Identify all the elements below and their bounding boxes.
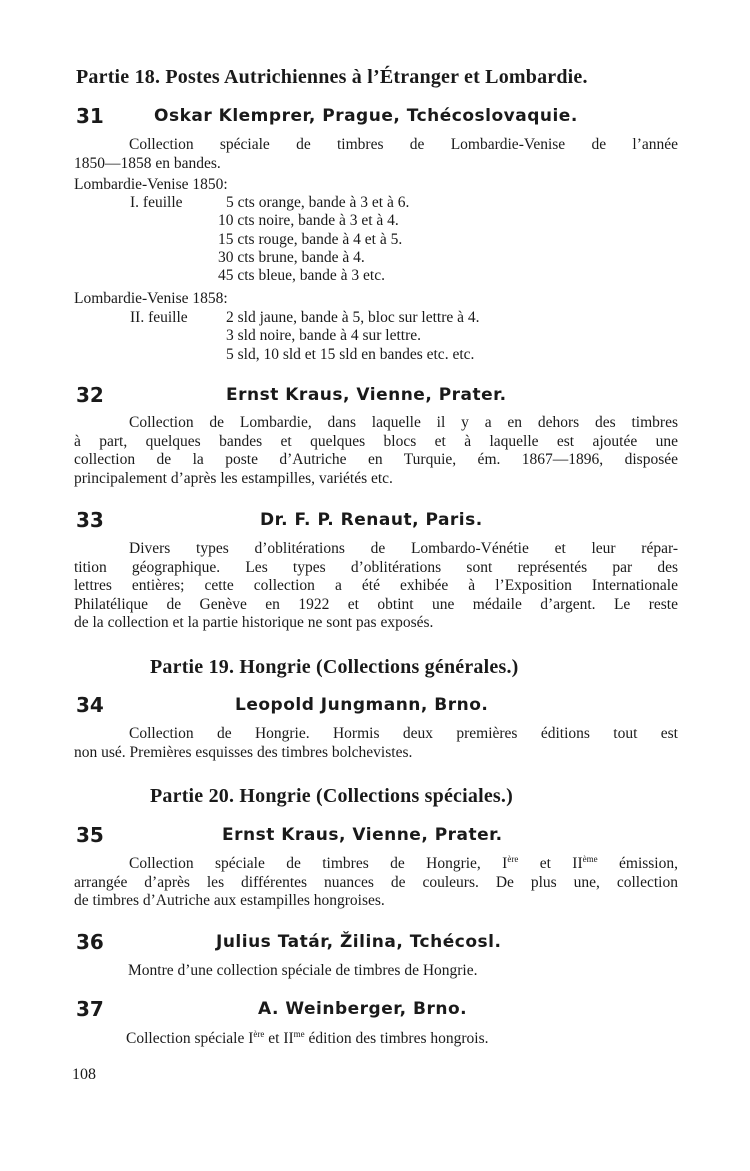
entry-number-35: 35 bbox=[76, 823, 104, 847]
text-line: Philatélique de Genève en 1922 et obtint une médaile d’argent. Le reste bbox=[74, 595, 678, 613]
page-number: 108 bbox=[72, 1066, 96, 1083]
text-line: collection de la poste d’Autriche en Turquie, ém. 1867—1896, disposée bbox=[74, 451, 678, 468]
section-heading-partie-18: Partie 18. Postes Autrichiennes à l’Étranger et Lombardie. bbox=[76, 66, 588, 88]
list-item: 5 sld, 10 sld et 15 sld en bandes etc. etc. bbox=[226, 345, 475, 363]
text-line: non usé. Premières esquisses des timbres bolchevistes. bbox=[74, 743, 413, 761]
list-item: 10 cts noire, bande à 3 et à 4. bbox=[218, 212, 399, 230]
exhibitor-33: Dr. F. P. Renaut, Paris. bbox=[260, 510, 483, 530]
text-run: Collection spéciale de timbres de Hongrie, I bbox=[129, 855, 508, 872]
entry-32-description bbox=[74, 414, 678, 488]
superscript: ème bbox=[582, 853, 598, 864]
entry-36-description: Montre d’une collection spéciale de timbres de Hongrie. bbox=[128, 962, 478, 979]
text-line: tition géographique. Les types d’oblitérations sont représentés par des bbox=[74, 558, 678, 576]
entry-35-description bbox=[74, 855, 678, 911]
list-item: 3 sld noire, bande à 4 sur lettre. bbox=[226, 327, 421, 345]
text-run: émission, bbox=[597, 855, 678, 872]
exhibitor-37: A. Weinberger, Brno. bbox=[258, 999, 468, 1019]
text-line: à part, quelques bandes et quelques blocs et à laquelle est ajoutée une bbox=[74, 432, 678, 450]
entry-number-36: 36 bbox=[76, 930, 104, 954]
text-line: principalement d’après les estampilles, variétés etc. bbox=[74, 469, 393, 487]
entry-33-description bbox=[74, 540, 678, 633]
exhibitor-36: Julius Tatár, Žilina, Tchécosl. bbox=[216, 932, 502, 952]
entry-number-33: 33 bbox=[76, 508, 104, 532]
text-run: Collection spéciale I bbox=[126, 1030, 254, 1047]
entry-number-32: 32 bbox=[76, 383, 104, 407]
exhibitor-34: Leopold Jungmann, Brno. bbox=[235, 695, 489, 715]
text-line: 1850—1858 en bandes. bbox=[74, 154, 221, 172]
text-line: de la collection et la partie historique ne sont pas exposés. bbox=[74, 614, 434, 631]
group-heading-1850: Lombardie-Venise 1850: bbox=[74, 176, 228, 193]
list-item: 45 cts bleue, bande à 3 etc. bbox=[218, 267, 385, 285]
list-item: 5 cts orange, bande à 3 et à 6. bbox=[226, 194, 410, 211]
text-line: Collection de Hongrie. Hormis deux premières éditions tout est bbox=[129, 725, 678, 742]
text-line: Divers types d’oblitérations de Lombardo-Vénétie et leur répar- bbox=[129, 540, 678, 557]
list-item: 15 cts rouge, bande à 4 et à 5. bbox=[218, 230, 403, 248]
entry-number-31: 31 bbox=[76, 104, 104, 128]
feuille-label-1: I. feuille bbox=[130, 194, 183, 211]
feuille-label-2: II. feuille bbox=[130, 309, 188, 326]
exhibitor-31: Oskar Klemprer, Prague, Tchécoslovaquie. bbox=[154, 106, 578, 126]
superscript: me bbox=[293, 1028, 305, 1039]
entry-31-description bbox=[74, 136, 678, 173]
text-run: et II bbox=[264, 1030, 294, 1047]
list-item: 2 sld jaune, bande à 5, bloc sur lettre à 4. bbox=[226, 309, 480, 326]
text-line: Collection spéciale de timbres de Lombardie-Venise de l’année bbox=[129, 136, 678, 153]
exhibitor-32: Ernst Kraus, Vienne, Prater. bbox=[226, 385, 507, 405]
stamp-list-1858 bbox=[226, 309, 480, 364]
exhibitor-35: Ernst Kraus, Vienne, Prater. bbox=[222, 825, 503, 845]
text-run: édition des timbres hongrois. bbox=[304, 1030, 489, 1047]
superscript: ère bbox=[253, 1028, 265, 1039]
list-item: 30 cts brune, bande à 4. bbox=[218, 248, 365, 266]
section-heading-partie-20: Partie 20. Hongrie (Collections spéciales.) bbox=[150, 785, 513, 807]
entry-number-34: 34 bbox=[76, 693, 104, 717]
section-heading-partie-19: Partie 19. Hongrie (Collections générales.) bbox=[150, 656, 519, 678]
text-line: arrangée d’après les différentes nuances de couleurs. De plus une, collection bbox=[74, 873, 678, 891]
stamp-list-1850 bbox=[218, 194, 409, 285]
entry-37-description bbox=[126, 1030, 489, 1049]
entry-34-description bbox=[74, 725, 678, 762]
entry-number-37: 37 bbox=[76, 997, 104, 1021]
text-line bbox=[74, 855, 678, 874]
text-line: lettres entières; cette collection a été exhibée à l’Exposition Internationale bbox=[74, 577, 678, 594]
text-line: de timbres d’Autriche aux estampilles hongroises. bbox=[74, 892, 385, 909]
superscript: ère bbox=[507, 853, 519, 864]
group-heading-1858: Lombardie-Venise 1858: bbox=[74, 290, 228, 307]
text-run: et II bbox=[518, 855, 583, 872]
text-line: Collection de Lombardie, dans laquelle il y a en dehors des timbres bbox=[129, 414, 678, 431]
